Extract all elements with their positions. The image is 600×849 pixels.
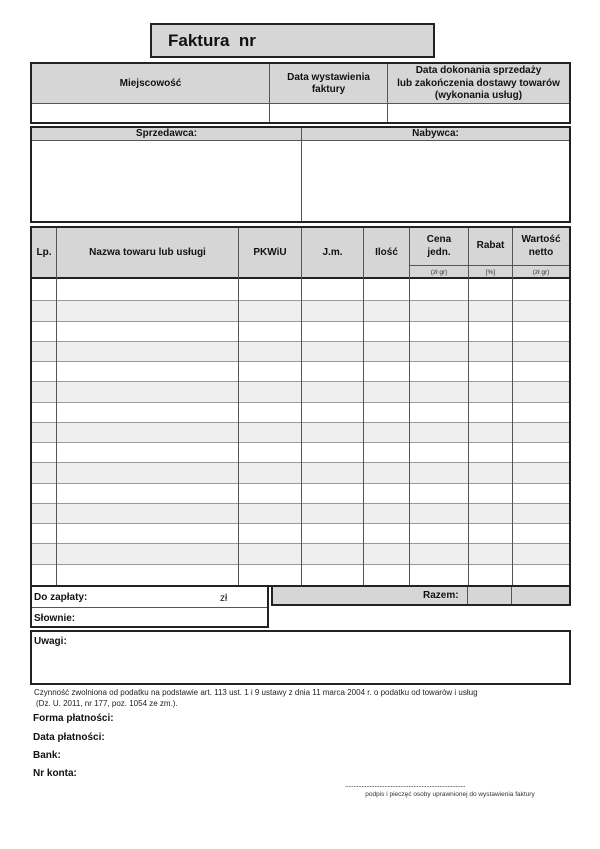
payment-total-box xyxy=(30,585,269,628)
issue-date-label: Data wystawienia faktury xyxy=(287,71,370,95)
col-value: Wartość netto xyxy=(521,234,561,258)
in-words-label: Słownie: xyxy=(34,613,76,624)
items-table xyxy=(30,226,571,587)
invoice-title: Faktura nr xyxy=(168,30,256,50)
seller-field[interactable] xyxy=(32,142,301,221)
col-lp: Lp. xyxy=(36,247,52,259)
remarks-label: Uwagi: xyxy=(34,636,67,647)
unit-value: (zł gr) xyxy=(532,269,550,276)
col-pkwiu: PKWiU xyxy=(253,247,287,259)
signature-caption: podpis i pieczęć osoby uprawnionej do wystawienia faktury xyxy=(365,791,535,798)
parties-box xyxy=(30,126,571,223)
exemption-note-line2: (Dz. U. 2011, nr 177, poz. 1054 ze zm.). xyxy=(36,699,178,708)
place-field[interactable] xyxy=(32,105,269,122)
to-pay-label: Do zapłaty: xyxy=(34,592,88,603)
buyer-field[interactable] xyxy=(302,142,569,221)
col-qty: Ilość xyxy=(375,247,398,259)
col-unit: J.m. xyxy=(322,247,343,259)
sum-value-cell[interactable] xyxy=(512,587,569,604)
col-price: Cena jedn. xyxy=(426,234,452,258)
unit-discount: [%] xyxy=(485,269,496,276)
payment-date-label: Data płatności: xyxy=(33,732,105,743)
unit-price: (zł gr) xyxy=(430,269,448,276)
seller-label: Sprzedawca: xyxy=(135,128,198,140)
payment-method-label: Forma płatności: xyxy=(33,713,114,724)
currency-label: zł xyxy=(220,593,228,604)
sum-row xyxy=(271,585,571,606)
col-name: Nazwa towaru lub usługi xyxy=(89,247,206,259)
in-words-field[interactable] xyxy=(82,608,265,626)
sale-date-line2: lub zakończenia dostawy towarów xyxy=(397,77,560,89)
bank-label: Bank: xyxy=(33,750,61,761)
place-label: Miejscowość xyxy=(119,77,182,89)
exemption-note-line1: Czynność zwolniona od podatku na podstawie art. 113 ust. 1 i 9 ustawy z dnia 11 marca 2004 r. o podatku od towarów i usług xyxy=(34,688,478,697)
sum-label: Razem: xyxy=(423,590,459,601)
header-box xyxy=(30,62,571,124)
sale-date-line1: Data dokonania sprzedaży xyxy=(415,65,542,77)
invoice-title-box xyxy=(150,23,435,58)
issue-date-field[interactable] xyxy=(270,105,387,122)
buyer-label: Nabywca: xyxy=(412,128,459,140)
exemption-note xyxy=(34,687,574,709)
to-pay-field[interactable] xyxy=(94,589,214,606)
account-number-label: Nr konta: xyxy=(33,768,77,779)
remarks-box[interactable] xyxy=(30,630,571,685)
col-discount: Rabat xyxy=(476,240,505,252)
sum-discount-cell[interactable] xyxy=(468,587,511,604)
sale-date-label xyxy=(388,64,569,104)
sale-date-line3: (wykonania usług) xyxy=(434,90,523,102)
sale-date-field[interactable] xyxy=(388,105,569,122)
signature-dots: .......................................................................... xyxy=(345,780,466,789)
